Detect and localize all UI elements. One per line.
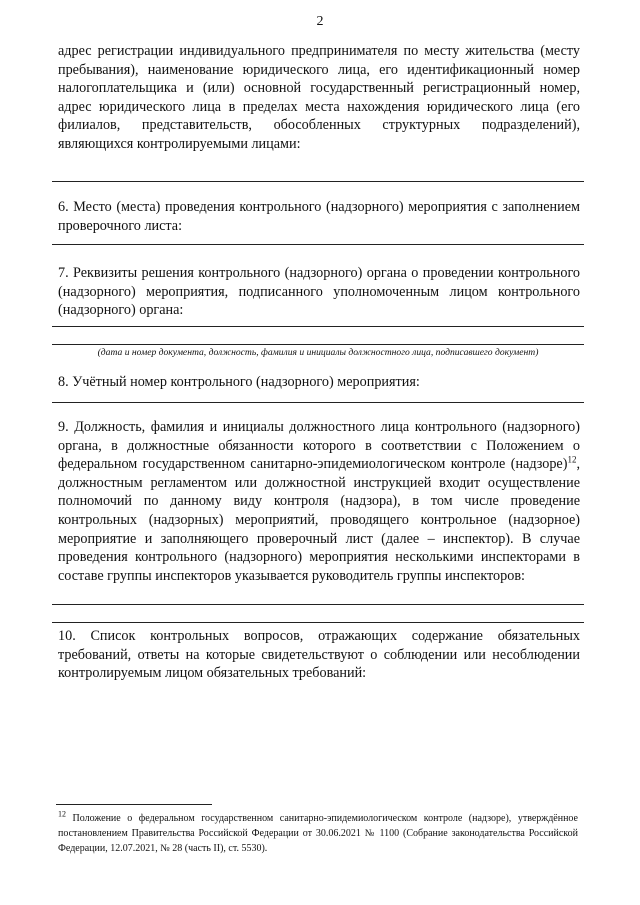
fill-line (52, 344, 584, 345)
fill-line (52, 604, 584, 605)
footnote-text: Положение о федеральном государственном санитарно-эпидемиологическом контроле (надзоре), утверждённое постановлением Правительства Российской Федерации от 30.06.2021 № 1100 (Собрание законодательства Российской Федерации, 12.07.2021, № 28 (часть II), ст. 5530). (58, 813, 578, 854)
section-9-text-part1: 9. Должность, фамилия и инициалы должностного лица контрольного (надзорного) органа, в должностные обязанности которого в соответствии с Положением о федеральном государственном санитарно-эпидемиологическом контроле (надзоре) (58, 419, 580, 473)
section-10-heading: 10. Список контрольных вопросов, отражающих содержание обязательных требований, ответы на которые свидетельствуют о соблюдении или несоблюдении контролируемым лицом обязательных требований: (58, 628, 580, 682)
footnote-marker: 12 (58, 809, 66, 819)
fill-line (52, 622, 584, 623)
section-9-heading (58, 418, 580, 585)
section-7-caption: (дата и номер документа, должность, фамилия и инициалы должностного лица, подписавшего документ) (97, 347, 539, 358)
fill-line (52, 244, 584, 245)
footnote (58, 811, 578, 856)
section-7-heading: 7. Реквизиты решения контрольного (надзорного) органа о проведении контрольного (надзорного) мероприятия, подписанного уполномоченным лицом контрольного (надзорного) органа: (58, 265, 580, 319)
page-number: 2 (316, 14, 324, 29)
footnote-reference: 12 (567, 454, 577, 465)
footnote-separator (56, 804, 212, 805)
fill-line (52, 181, 584, 182)
section-9-text-part2: , должностным регламентом или должностной инструкцией входит осуществление полномочий по данному виду контроля (надзора), в том числе проведение контрольных (надзорных) мероприятий, проводящего контрольное (надзорное) мероприятие и заполняющего проверочный лист (далее – инспектор). В случае проведения контрольного (надзорного) мероприятия несколькими инспекторами в составе группы инспекторов указывается руководитель группы инспекторов: (58, 456, 580, 584)
section-8-heading: 8. Учётный номер контрольного (надзорного) мероприятия: (58, 374, 420, 390)
fill-line (52, 326, 584, 327)
registration-paragraph: адрес регистрации индивидуального предпринимателя по месту жительства (месту пребывания), наименование юридического лица, его идентификационный номер налогоплательщика и (или) основной государственный регистрационный номер, адрес юридического лица в пределах места нахождения юридического лица (его филиалов, представительств, обособленных структурных подразделений), являющихся контролируемыми лицами: (58, 43, 580, 152)
fill-line (52, 402, 584, 403)
section-6-heading: 6. Место (места) проведения контрольного (надзорного) мероприятия с заполнением проверочного листа: (58, 199, 580, 234)
